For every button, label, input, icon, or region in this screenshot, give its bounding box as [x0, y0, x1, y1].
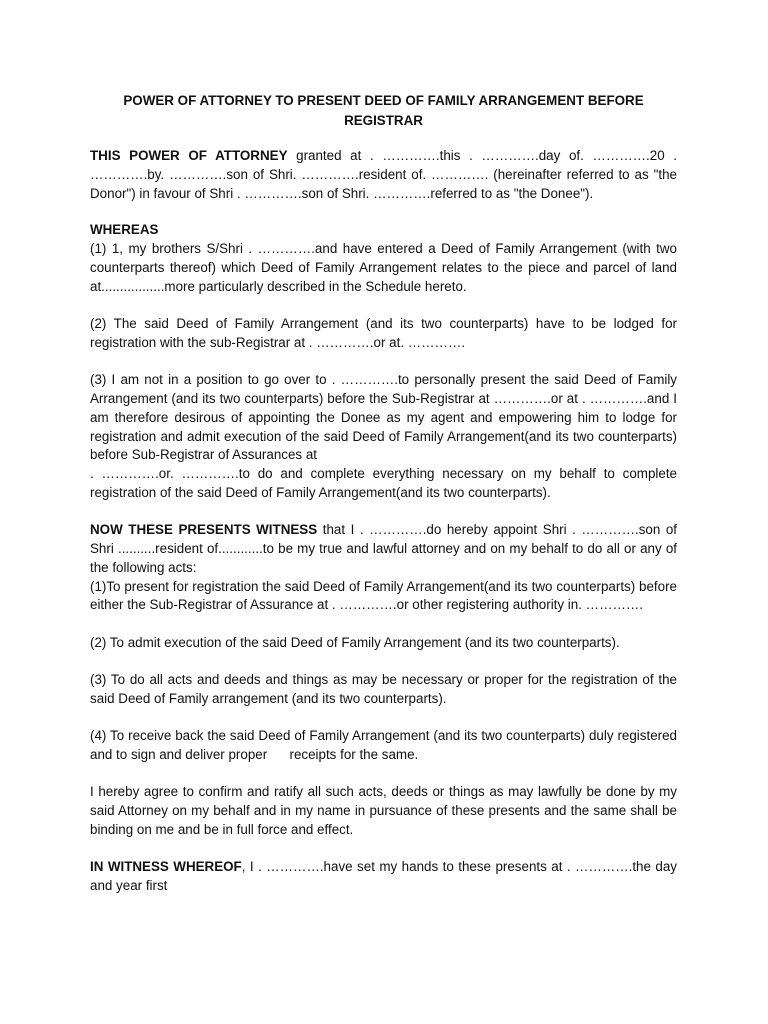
- act-1: (1)To present for registration the said Deed of Family Arrangement(and its two counterparts) before either the Sub-Registrar of Assurance at . ………….or other registering authority in. ………….: [90, 578, 677, 613]
- ratify-paragraph: I hereby agree to confirm and ratify all such acts, deeds or things as may lawfully be done by my said Attorney on my behalf and in my name in pursuance of these presents and the same shall be binding on me and be in full force and effect.: [90, 784, 677, 837]
- in-witness-text: , I . ………….have set my hands to these presents at . ………….the day and year first: [90, 859, 677, 893]
- in-witness-paragraph: [90, 858, 677, 896]
- intro-heading: THIS POWER OF ATTORNEY: [90, 148, 288, 163]
- act-3: (3) To do all acts and deeds and things as may be necessary or proper for the registration of the said Deed of Family arrangement (and its two counterparts).: [90, 672, 677, 706]
- document-title: [90, 91, 677, 130]
- whereas-clause-3-part-a: (3) I am not in a position to go over to . ………….to personally present the said Deed of Family Arrangement (and its two counterparts) before the Sub-Registrar at ………….or at . ………….and I am therefore desirous of appointing the Donee as my agent and empowering him to lodge for registration and admit execution of the said Deed of Family Arrangement(and its two counterparts) before Sub-Registrar of Assurances at: [90, 372, 677, 463]
- witness-heading: NOW THESE PRESENTS WITNESS: [90, 522, 318, 538]
- whereas-clause-3-part-b: . ………….or. ………….to do and complete everything necessary on my behalf to complete registration of the said Deed of Family Arrangement(and its two counterparts).: [90, 466, 677, 500]
- intro-text: granted at . ………….this . ………….day of. ………….20 . ………….by. ………….son of Shri. ………….resident of. …………. (hereinafter referred to as "the Donor") in favour of Shri . ………….son of Shri. ………….referred to as "the Donee").: [90, 148, 677, 201]
- title-line-1: POWER OF ATTORNEY TO PRESENT DEED OF FAMILY ARRANGEMENT BEFORE: [123, 93, 644, 108]
- intro-paragraph: [90, 147, 677, 203]
- whereas-clause-3: [90, 371, 677, 503]
- title-line-2: REGISTRAR: [344, 112, 423, 128]
- witness-paragraph: [90, 521, 677, 577]
- document-page: [90, 91, 681, 896]
- act-4: (4) To receive back the said Deed of Family Arrangement (and its two counterparts) duly registered and to sign and deliver proper receipts for the same.: [90, 728, 681, 762]
- act-2: (2) To admit execution of the said Deed of Family Arrangement (and its two counterparts).: [90, 634, 620, 650]
- in-witness-heading: IN WITNESS WHEREOF: [90, 859, 242, 875]
- whereas-clause-1: (1) 1, my brothers S/Shri . ………….and have entered a Deed of Family Arrangement (with two counterparts thereof) which Deed of Family Arrangement relates to the piece and parcel of land at.................more particularly described in the Schedule hereto.: [90, 241, 677, 294]
- witness-text: that I . ………….do hereby appoint Shri . ………….son of Shri ..........resident of............to be my true and lawful attorney and on my behalf to do all or any of the following acts:: [90, 522, 678, 575]
- whereas-clause-2: (2) The said Deed of Family Arrangement (and its two counterparts) have to be lodged for registration with the sub-Registrar at . ………….or at. ………….: [90, 316, 677, 350]
- whereas-heading: WHEREAS: [90, 222, 159, 238]
